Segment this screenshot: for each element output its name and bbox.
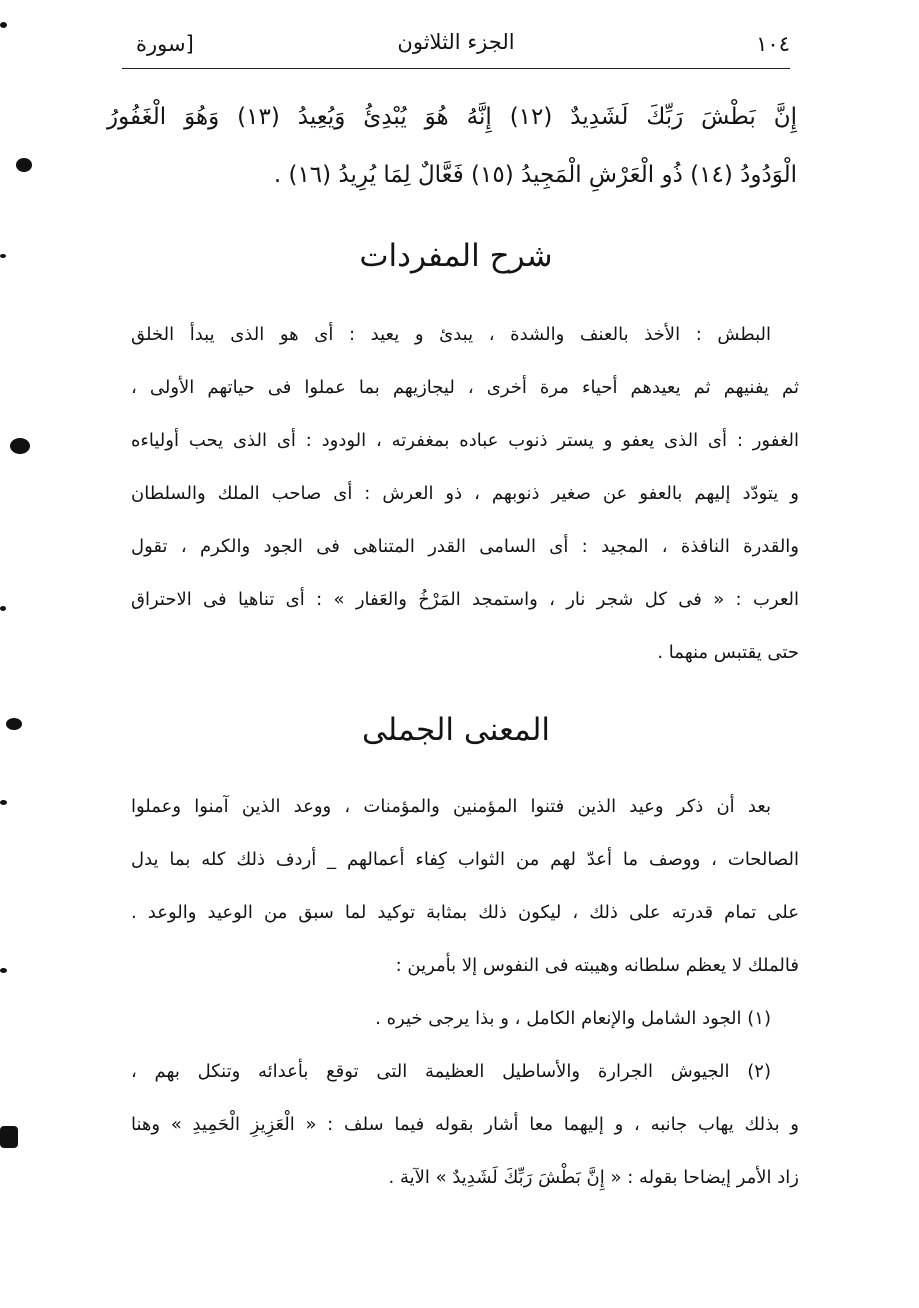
vocab-line: ثم يفنيهم ثم يعيدهم أحياء مرة أخرى ، ليجازيهم بما عملوا فى حياتهم الأولى ، — [131, 377, 799, 398]
vocab-line: العرب : « فى كل شجر نار ، واستمجد المَرْخُ والعَفار » : أى تناهيا فى الاحتراق — [131, 589, 799, 610]
scan-speck — [0, 606, 6, 611]
verse-line: الْوَدُودُ (١٤) ذُو الْعَرْشِ الْمَجِيدُ (١٥) فَعَّالٌ لِمَا يُرِيدُ (١٦) . — [273, 162, 797, 188]
scan-speck — [0, 800, 7, 805]
part-title: الجزء الثلاثون — [397, 30, 515, 54]
scan-speck — [0, 22, 7, 28]
meaning-paragraph — [131, 796, 799, 1276]
vocab-paragraph — [131, 324, 799, 694]
vocab-line: حتى يقتبس منهما . — [657, 642, 799, 663]
vocab-line: والقدرة النافذة ، المجيد : أى السامى القدر المتناهى فى الجود والكرم ، تقول — [131, 536, 799, 557]
vocab-line: و يتودّد إليهم بالعفو عن صغير ذنوبهم ، ذو العرش : أى صاحب الملك والسلطان — [131, 483, 799, 504]
meaning-line: (٢) الجيوش الجرارة والأساطيل العظيمة التى توقع بأعدائه وتنكل بهم ، — [131, 1061, 771, 1082]
meaning-line: زاد الأمر إيضاحا بقوله : « إِنَّ بَطْشَ رَبِّكَ لَشَدِيدٌ » الآية . — [388, 1167, 799, 1188]
meaning-line: (١) الجود الشامل والإنعام الكامل ، و بذا يرجى خيره . — [375, 1008, 771, 1029]
vocab-line: الغفور : أى الذى يعفو و يستر ذنوب عباده بمغفرته ، الودود : أى الذى يحب أولياءه — [131, 430, 799, 451]
meaning-line: فالملك لا يعظم سلطانه وهيبته فى النفوس إلا بأمرين : — [395, 955, 799, 976]
meaning-heading: المعنى الجملى — [361, 712, 551, 748]
scan-speck — [10, 438, 30, 454]
vocab-line: البطش : الأخذ بالعنف والشدة ، يبدئ و يعيد : أى هو الذى يبدأ الخلق — [131, 324, 771, 345]
vocab-heading: شرح المفردات — [359, 238, 553, 274]
meaning-line: و بذلك يهاب جانبه ، و إليهما معا أشار بقوله فيما سلف : « الْعَزِيزِ الْحَمِيدِ » وهنا — [131, 1114, 799, 1135]
scan-speck — [6, 718, 22, 730]
scan-speck — [0, 1126, 18, 1148]
running-header — [122, 28, 790, 69]
meaning-line: على تمام قدرته على ذلك ، ليكون ذلك بمثابة توكيد لما سبق من الوعيد والوعد . — [131, 902, 799, 923]
verse-block — [107, 100, 797, 210]
sura-label: [سورة — [136, 32, 194, 56]
meaning-line: الصالحات ، ووصف ما أعدّ لهم من الثواب كِفاء أعمالهم _ أردف ذلك كله بما يدل — [131, 849, 799, 870]
meaning-line: بعد أن ذكر وعيد الذين فتنوا المؤمنين والمؤمنات ، ووعد الذين آمنوا وعملوا — [131, 796, 771, 817]
scan-speck — [0, 968, 7, 973]
scan-speck — [0, 254, 6, 258]
scan-speck — [16, 158, 32, 172]
page-number: ١٠٤ — [756, 32, 790, 56]
verse-line: إِنَّ بَطْشَ رَبِّكَ لَشَدِيدٌ (١٢) إِنَّهُ هُوَ يُبْدِئُ وَيُعِيدُ (١٣) وَهُوَ الْغَفُورُ — [107, 104, 797, 130]
